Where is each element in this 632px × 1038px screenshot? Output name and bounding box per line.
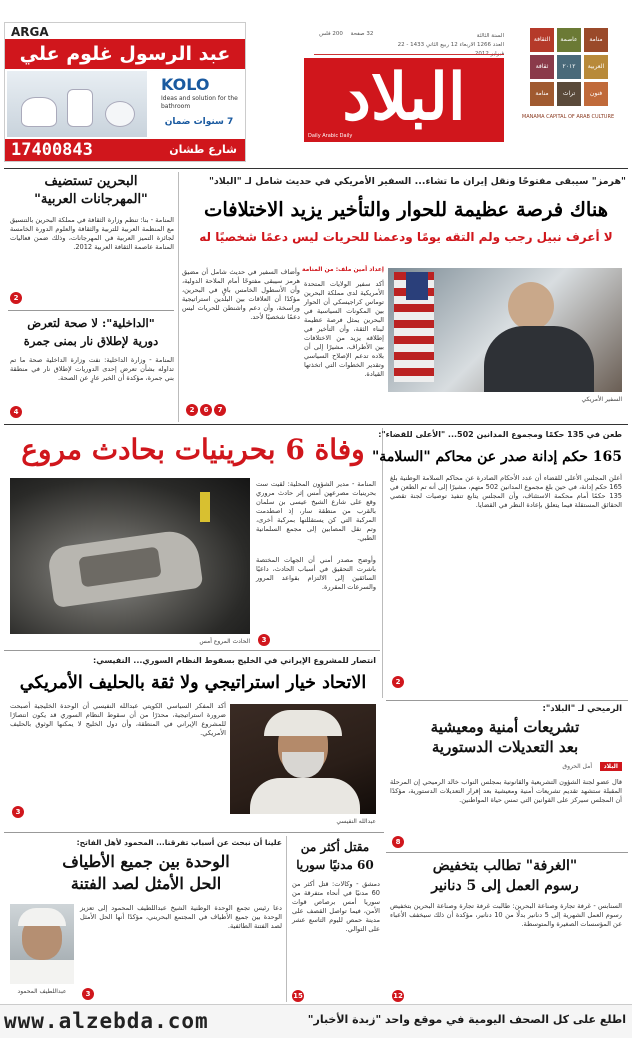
page-ref-badge: 6 (200, 404, 212, 416)
ad-warranty: 7 سنوات ضمان (164, 117, 234, 127)
lead-photo-caption: السفير الأمريكي (581, 396, 622, 403)
kolo-logo: KOLO (161, 75, 210, 94)
accident-body-2: وأوضح مصدر أمني أن الجهات المختصة باشرت التحقيق في أسباب الحادث، داعيًا السائقين إلى الالتزام بقواعد المرور والسرعات المقررة. (256, 556, 376, 591)
story-festivals-title2: "المهرجانات العربية" (34, 192, 148, 207)
issue-pages (348, 30, 376, 38)
price: 200 فلس (319, 31, 343, 37)
lead-headline: هناك فرصة عظيمة للحوار والتأخير يزيد الاختلافات (203, 198, 609, 221)
lead-subhead: لا أعرف نبيل رجب ولم التقه يومًا ودعمنا للحريات ليس دعمًا شخصيًا له (199, 230, 613, 244)
deaths-body: دمشق - وكالات: قتل أكثر من 60 مدنيًا في أنحاء متفرقة من سوريا أمس برصاص قوات الأمن، فيما تواصل القصف على مدينة حمص لليوم التاسع عشر على التوالي. (292, 880, 380, 933)
masthead (248, 28, 628, 146)
manama-tile: العربية (584, 55, 608, 79)
amendments-headline-1: تشريعات أمنية ومعيشية (430, 718, 580, 736)
footer-banner[interactable] (0, 1004, 632, 1038)
manama-tile: الثقافة (530, 28, 554, 52)
accident-body: المنامة - مدير الشؤون المحلية: لقيت ست بحرينيات مصرعهن أمس إثر حادث مروري وقع على شارع الشيخ عيسى بن سلمان بالقرب من منطقة سار، إذ اصطدمت المركبة التي كن يستقللنها بمركبة أخرى، وتم نقل المصابين إلى مجمع السلمانية الطبي. (256, 480, 376, 542)
manama-tile: منامة (584, 28, 608, 52)
story-festivals-title1: البحرين تستضيف (44, 174, 138, 189)
logo-subtitle: Daily Arabic Daily (308, 133, 353, 139)
nafisi-photo (230, 704, 376, 814)
court-body: أعلن المجلس الأعلى للقضاء أن عدد الأحكام الصادرة عن محاكم السلامة الوطنية بلغ 165 حكم إدانة، في حين بلغ مجموع المدانين 502 متهم، مشيرًا إلى أنه تم الطعن في 135 حكمًا أمام محكمة الاستئناف، وأن المجلس يتابع تنفيذ توصيات لجنة تقصي الحقائق المستقلة فيما يتعلق بإعادة النظر في القضايا. (390, 474, 622, 509)
mahmoud-caption: عبداللطيف المحمود (17, 988, 67, 995)
issue-year: السنة الثالثة (476, 33, 504, 39)
lead-kicker: "هرمز" سيبقى مفتوحًا ونقل إيران ما تشاء... السفير الأمريكي في حديث شامل لـ "البلاد" (208, 176, 626, 187)
page-ref-badge: 2 (10, 292, 22, 304)
ad-header (5, 39, 245, 69)
court-headline: 165 حكم إدانة صدر عن محاكم "السلامة" (372, 449, 622, 465)
manama-tile: فنون (584, 82, 608, 106)
amendments-body: قال عضو لجنة الشؤون التشريعية والقانونية بمجلس النواب خالد الرميحي إن المرحلة المقبلة ستشهد تقديم تشريعات أمنية ومعيشية بعد إقرار التعديلات الدستورية، مؤكدًا أن المجلس سيركز على القوانين التي تمس حياة المواطنين. (390, 778, 622, 804)
chamber-headline-2: رسوم العمل إلى 5 دنانير (431, 878, 579, 894)
unity-headline-2: الحل الأمثل لصد الفتنة (70, 874, 222, 893)
story-police-body: المنامة - وزارة الداخلية: نفت وزارة الداخلية صحة ما تم تداوله بشأن تعرض إحدى الدوريات لإطلاق نار في منطقة بني جمرة، مؤكدة أن الخبر عارٍ عن الصحة. (10, 356, 174, 382)
mahmoud-photo (10, 904, 74, 984)
page-ref-badge: 8 (392, 836, 404, 848)
story-police-title1: "الداخلية": لا صحة لتعرض (27, 316, 155, 330)
issue-date: العدد 1266 الاربعاء 12 ربيع الثاني 1433 - 22 (397, 42, 504, 48)
chamber-body: السنابس - غرفة تجارة وصناعة البحرين: طالبت غرفة تجارة وصناعة البحرين بتخفيض رسوم العمل الشهرية إلى 5 دنانير بدلًا من 10 دنانير، مؤكدة أن ذلك سيخفف الأعباء عن المؤسسات الصغيرة والمتوسطة. (390, 902, 622, 928)
issue-price (318, 30, 344, 38)
ad-street: شارع طشان (169, 143, 237, 156)
lead-body-right: أكد سفير الولايات المتحدة الأمريكية لدى مملكة البحرين توماس كراجيسكي أن الحوار بين المكونات السياسية في البحرين يمثل فرصة عظيمة لبناء الثقة، وأن التأخير في إطلاقه يزيد من الاختلافات بين الأطراف، مشيرًا إلى أن بلاده تدعم الإصلاح السياسي وتقدير الخطوات التي اتخذتها القيادة. (304, 280, 384, 378)
ad-name: عبد الرسول غلوم علي (19, 43, 231, 65)
lead-byline: إعداد أمين ملف: من المنامة (302, 266, 384, 273)
newspaper-logo (304, 58, 504, 142)
syria-body: أكد المفكر السياسي الكويتي عبدالله النفيسي أن الوحدة الخليجية أصبحت ضرورة استراتيجية، محذرًا من أن سقوط النظام السوري قد يكون انتصارًا للمشروع الإيراني في المنطقة، وأن دول الخليج لا يمكنها الوثوق بالحليف الأمريكي. (10, 702, 226, 737)
advertisement[interactable] (4, 22, 246, 162)
footer-url-link[interactable]: www.alzebda.com (4, 1009, 209, 1033)
page-ref-badge: 2 (186, 404, 198, 416)
manama-tile: عاصمة (557, 28, 581, 52)
unity-kicker: علينا أن نبحث عن أسباب تفرقنا... المحمود لأهل الفاتح: (76, 838, 282, 847)
manama-tile: ٢٠١٢ (557, 55, 581, 79)
amendments-kicker: الرميحي لـ "البلاد": (542, 704, 622, 714)
deaths-headline-2: 60 مدنيًا سوريا (296, 858, 374, 872)
page-ref-badge: 12 (393, 992, 403, 1000)
accident-photo (10, 478, 250, 634)
manama-tile: ثقافة (530, 55, 554, 79)
ad-brand: ARGA (11, 25, 49, 39)
chamber-headline-1: "الغرفة" تطالب بتخفيض (432, 858, 578, 874)
manama-culture-logo (508, 28, 628, 140)
ad-image (7, 71, 147, 137)
page-ref-badge: 15 (293, 992, 303, 1000)
manama-tile: منامة (530, 82, 554, 106)
author-name: أمل الحروق (562, 763, 592, 770)
ad-footer (5, 139, 245, 161)
page-ref-badge: 7 (214, 404, 226, 416)
person-silhouette (508, 282, 554, 330)
story-police-title2: دورية لإطلاق نار بمنى جمرة (23, 334, 159, 348)
page-ref-badge: 2 (392, 676, 404, 688)
accident-headline: وفاة 6 بحرينيات بحادث مروع (21, 433, 365, 466)
manama-tile: تراث (557, 82, 581, 106)
ad-phone: 17400843 (11, 140, 93, 160)
page-ref-badge: 3 (258, 634, 270, 646)
amendments-headline-2: بعد التعديلات الدستورية (431, 738, 579, 756)
page-ref-badge: 3 (12, 806, 24, 818)
pages-count: 32 صفحة (350, 31, 374, 37)
nafisi-caption: عبدالله النفيسي (336, 818, 376, 825)
unity-headline-1: الوحدة بين جميع الأطياف (62, 852, 230, 871)
logo-text: البلاد (342, 60, 466, 135)
manama-caption: MANAMA CAPITAL OF ARAB CULTURE (521, 114, 615, 120)
lead-body-left: وأضاف السفير في حديث شامل أن مضيق هرمز سيبقى مفتوحًا أمام الملاحة الدولية، وأن الأسطول الخامس باقٍ في البحرين، مؤكدًا أن العلاقات بين البلدين استراتيجية وراسخة، وأن دعم واشنطن للحريات ليس دعمًا شخصيًا لأحد. (182, 268, 300, 321)
page-ref-badge: 3 (82, 988, 94, 1000)
deaths-headline-1: مقتل أكثر من (300, 840, 370, 854)
footer-banner-text: اطلع على كل الصحف اليومية في موقع واحد "زبدة الأخبار" (307, 1013, 626, 1026)
kolo-tagline: Ideas and solution for the bathroom (161, 95, 238, 110)
court-kicker: طعن في 135 حكمًا ومجموع المدانين 502... "الأعلى للقضاء": (378, 430, 622, 439)
syria-kicker: انتصار للمشروع الإيراني في الخليج بسقوط النظام السوري... النفيسي: (93, 656, 376, 665)
page-ref-badge: 4 (10, 406, 22, 418)
amendments-author (388, 762, 622, 774)
story-festivals-body: المنامة - بنا: تنظم وزارة الثقافة في مملكة البحرين بالتنسيق مع المنظمة العربية للتربية والثقافة والعلوم الدورة الخامسة لجائزة التميز العربية في المهرجانات، وذلك ضمن فعاليات المنامة عاصمة الثقافة العربية 2012. (10, 216, 174, 251)
lead-photo (388, 268, 622, 392)
syria-headline: الاتحاد خيار استراتيجي ولا ثقة بالحليف الأمريكي (19, 673, 367, 693)
accident-caption: الحادث المروع أمس (199, 638, 250, 645)
unity-body: دعا رئيس تجمع الوحدة الوطنية الشيخ عبداللطيف المحمود إلى تعزيز الوحدة بين جميع الأطياف في المجتمع البحريني، مؤكدًا أنها الحل الأمثل لصد الفتنة الطائفية. (80, 904, 282, 930)
author-label: البلاد (600, 762, 622, 771)
